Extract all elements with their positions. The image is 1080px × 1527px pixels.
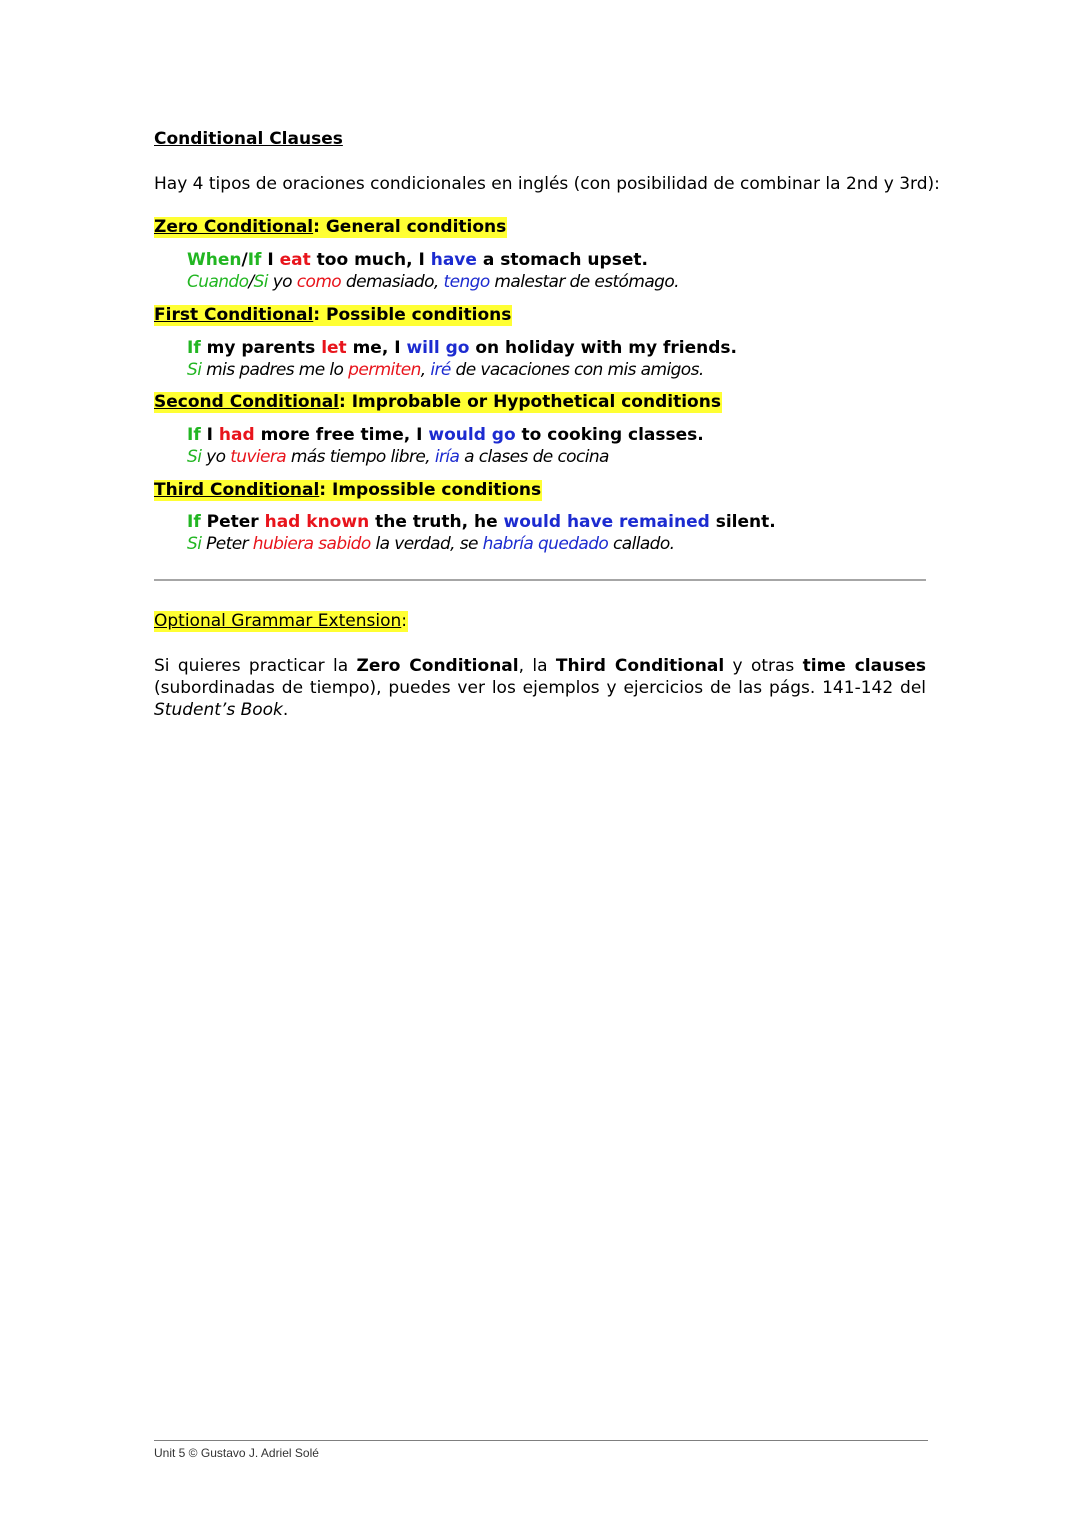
sentence-segment: If	[247, 250, 262, 270]
optional-heading	[154, 611, 408, 632]
sentence-segment: eat	[279, 250, 311, 270]
example-es	[187, 447, 609, 467]
sentence-segment: de vacaciones con mis amigos.	[450, 360, 704, 380]
sentence-segment: mis padres me lo	[201, 360, 349, 380]
sentence-segment: will go	[406, 338, 470, 358]
sentence-segment: Si	[187, 534, 202, 554]
sentence-segment: callado.	[608, 534, 675, 554]
section-heading-zero	[154, 217, 507, 238]
section-heading-second	[154, 392, 722, 413]
sentence-segment: hubiera sabido	[252, 534, 371, 554]
example-es	[187, 534, 674, 554]
sentence-segment: iré	[430, 360, 451, 380]
para-book-title: Student’s Book	[154, 700, 283, 720]
sentence-segment: yo	[267, 272, 297, 292]
sentence-segment: would go	[428, 425, 516, 445]
example-en	[187, 338, 737, 358]
sentence-segment: ,	[420, 360, 431, 380]
footer-text: Unit 5 © Gustavo J. Adriel Solé	[154, 1446, 319, 1460]
sentence-segment: Si	[253, 272, 268, 292]
para-text: .	[282, 700, 289, 720]
para-bold-time-clauses: time clauses	[802, 656, 926, 676]
section-heading-rest: : Possible conditions	[313, 305, 512, 325]
sentence-segment: my parents	[200, 338, 322, 358]
section-heading-rest: : General conditions	[313, 217, 507, 237]
section-heading-main: Zero Conditional	[154, 217, 314, 237]
example-es	[187, 272, 679, 292]
sentence-segment: Si	[187, 447, 202, 467]
sentence-segment: If	[187, 512, 201, 532]
sentence-segment: the truth, he	[369, 512, 504, 532]
para-bold-zero: Zero Conditional	[356, 656, 519, 676]
optional-label: Optional Grammar Extension	[154, 611, 402, 631]
para-text: , la	[518, 656, 556, 676]
sentence-segment: had known	[264, 512, 370, 532]
sentence-segment: tengo	[443, 272, 490, 292]
sentence-segment: a clases de cocina	[459, 447, 609, 467]
sentence-segment: more free time, I	[254, 425, 429, 445]
sentence-segment: Si	[187, 360, 202, 380]
divider	[154, 579, 926, 581]
section-heading-third	[154, 480, 542, 501]
section-heading-rest: : Improbable or Hypothetical conditions	[339, 392, 721, 412]
sentence-segment: If	[187, 338, 201, 358]
para-text: (subordinadas de tiempo), puedes ver los ejemplos y ejercicios de las págs. 141-142 del	[154, 678, 926, 698]
sentence-segment: yo	[201, 447, 231, 467]
sentence-segment: iría	[434, 447, 460, 467]
sentence-segment: to cooking classes.	[515, 425, 704, 445]
sentence-segment: Peter	[201, 534, 253, 554]
sentence-segment: a stomach upset.	[476, 250, 648, 270]
section-heading-main: Second Conditional	[154, 392, 340, 412]
intro-text: Hay 4 tipos de oraciones condicionales en inglés (con posibilidad de combinar la 2nd y 3rd):	[154, 174, 940, 194]
sentence-segment: /	[241, 250, 248, 270]
example-es	[187, 360, 704, 380]
sentence-segment: I	[200, 425, 219, 445]
para-text: Si quieres practicar la	[154, 656, 357, 676]
sentence-segment: habría quedado	[482, 534, 609, 554]
sentence-segment: Cuando	[187, 272, 249, 292]
example-en	[187, 425, 704, 445]
sentence-segment: demasiado,	[341, 272, 444, 292]
section-heading-main: First Conditional	[154, 305, 314, 325]
sentence-segment: permiten	[348, 360, 421, 380]
sentence-segment: más tiempo libre,	[286, 447, 435, 467]
sentence-segment: malestar de estómago.	[489, 272, 679, 292]
sentence-segment: Peter	[200, 512, 265, 532]
section-heading-rest: : Impossible conditions	[319, 480, 542, 500]
sentence-segment: la verdad, se	[370, 534, 483, 554]
sentence-segment: let	[321, 338, 347, 358]
section-heading-first	[154, 305, 512, 326]
example-en	[187, 250, 648, 270]
footer-divider	[154, 1440, 928, 1441]
example-en	[187, 512, 776, 532]
optional-paragraph	[154, 655, 926, 721]
sentence-segment: too much, I	[310, 250, 431, 270]
sentence-segment: me, I	[346, 338, 407, 358]
sentence-segment: como	[296, 272, 342, 292]
para-bold-third: Third Conditional	[555, 656, 725, 676]
sentence-segment: have	[430, 250, 477, 270]
sentence-segment: on holiday with my friends.	[469, 338, 737, 358]
section-heading-main: Third Conditional	[154, 480, 320, 500]
sentence-segment: would have remained	[503, 512, 710, 532]
sentence-segment: If	[187, 425, 201, 445]
para-text: y otras	[724, 656, 803, 676]
sentence-segment: I	[261, 250, 280, 270]
sentence-segment: silent.	[709, 512, 776, 532]
page-title: Conditional Clauses	[154, 129, 343, 149]
sentence-segment: When	[187, 250, 242, 270]
sentence-segment: /	[248, 272, 254, 292]
sentence-segment: had	[218, 425, 255, 445]
optional-colon: :	[401, 611, 407, 631]
sentence-segment: tuviera	[230, 447, 287, 467]
